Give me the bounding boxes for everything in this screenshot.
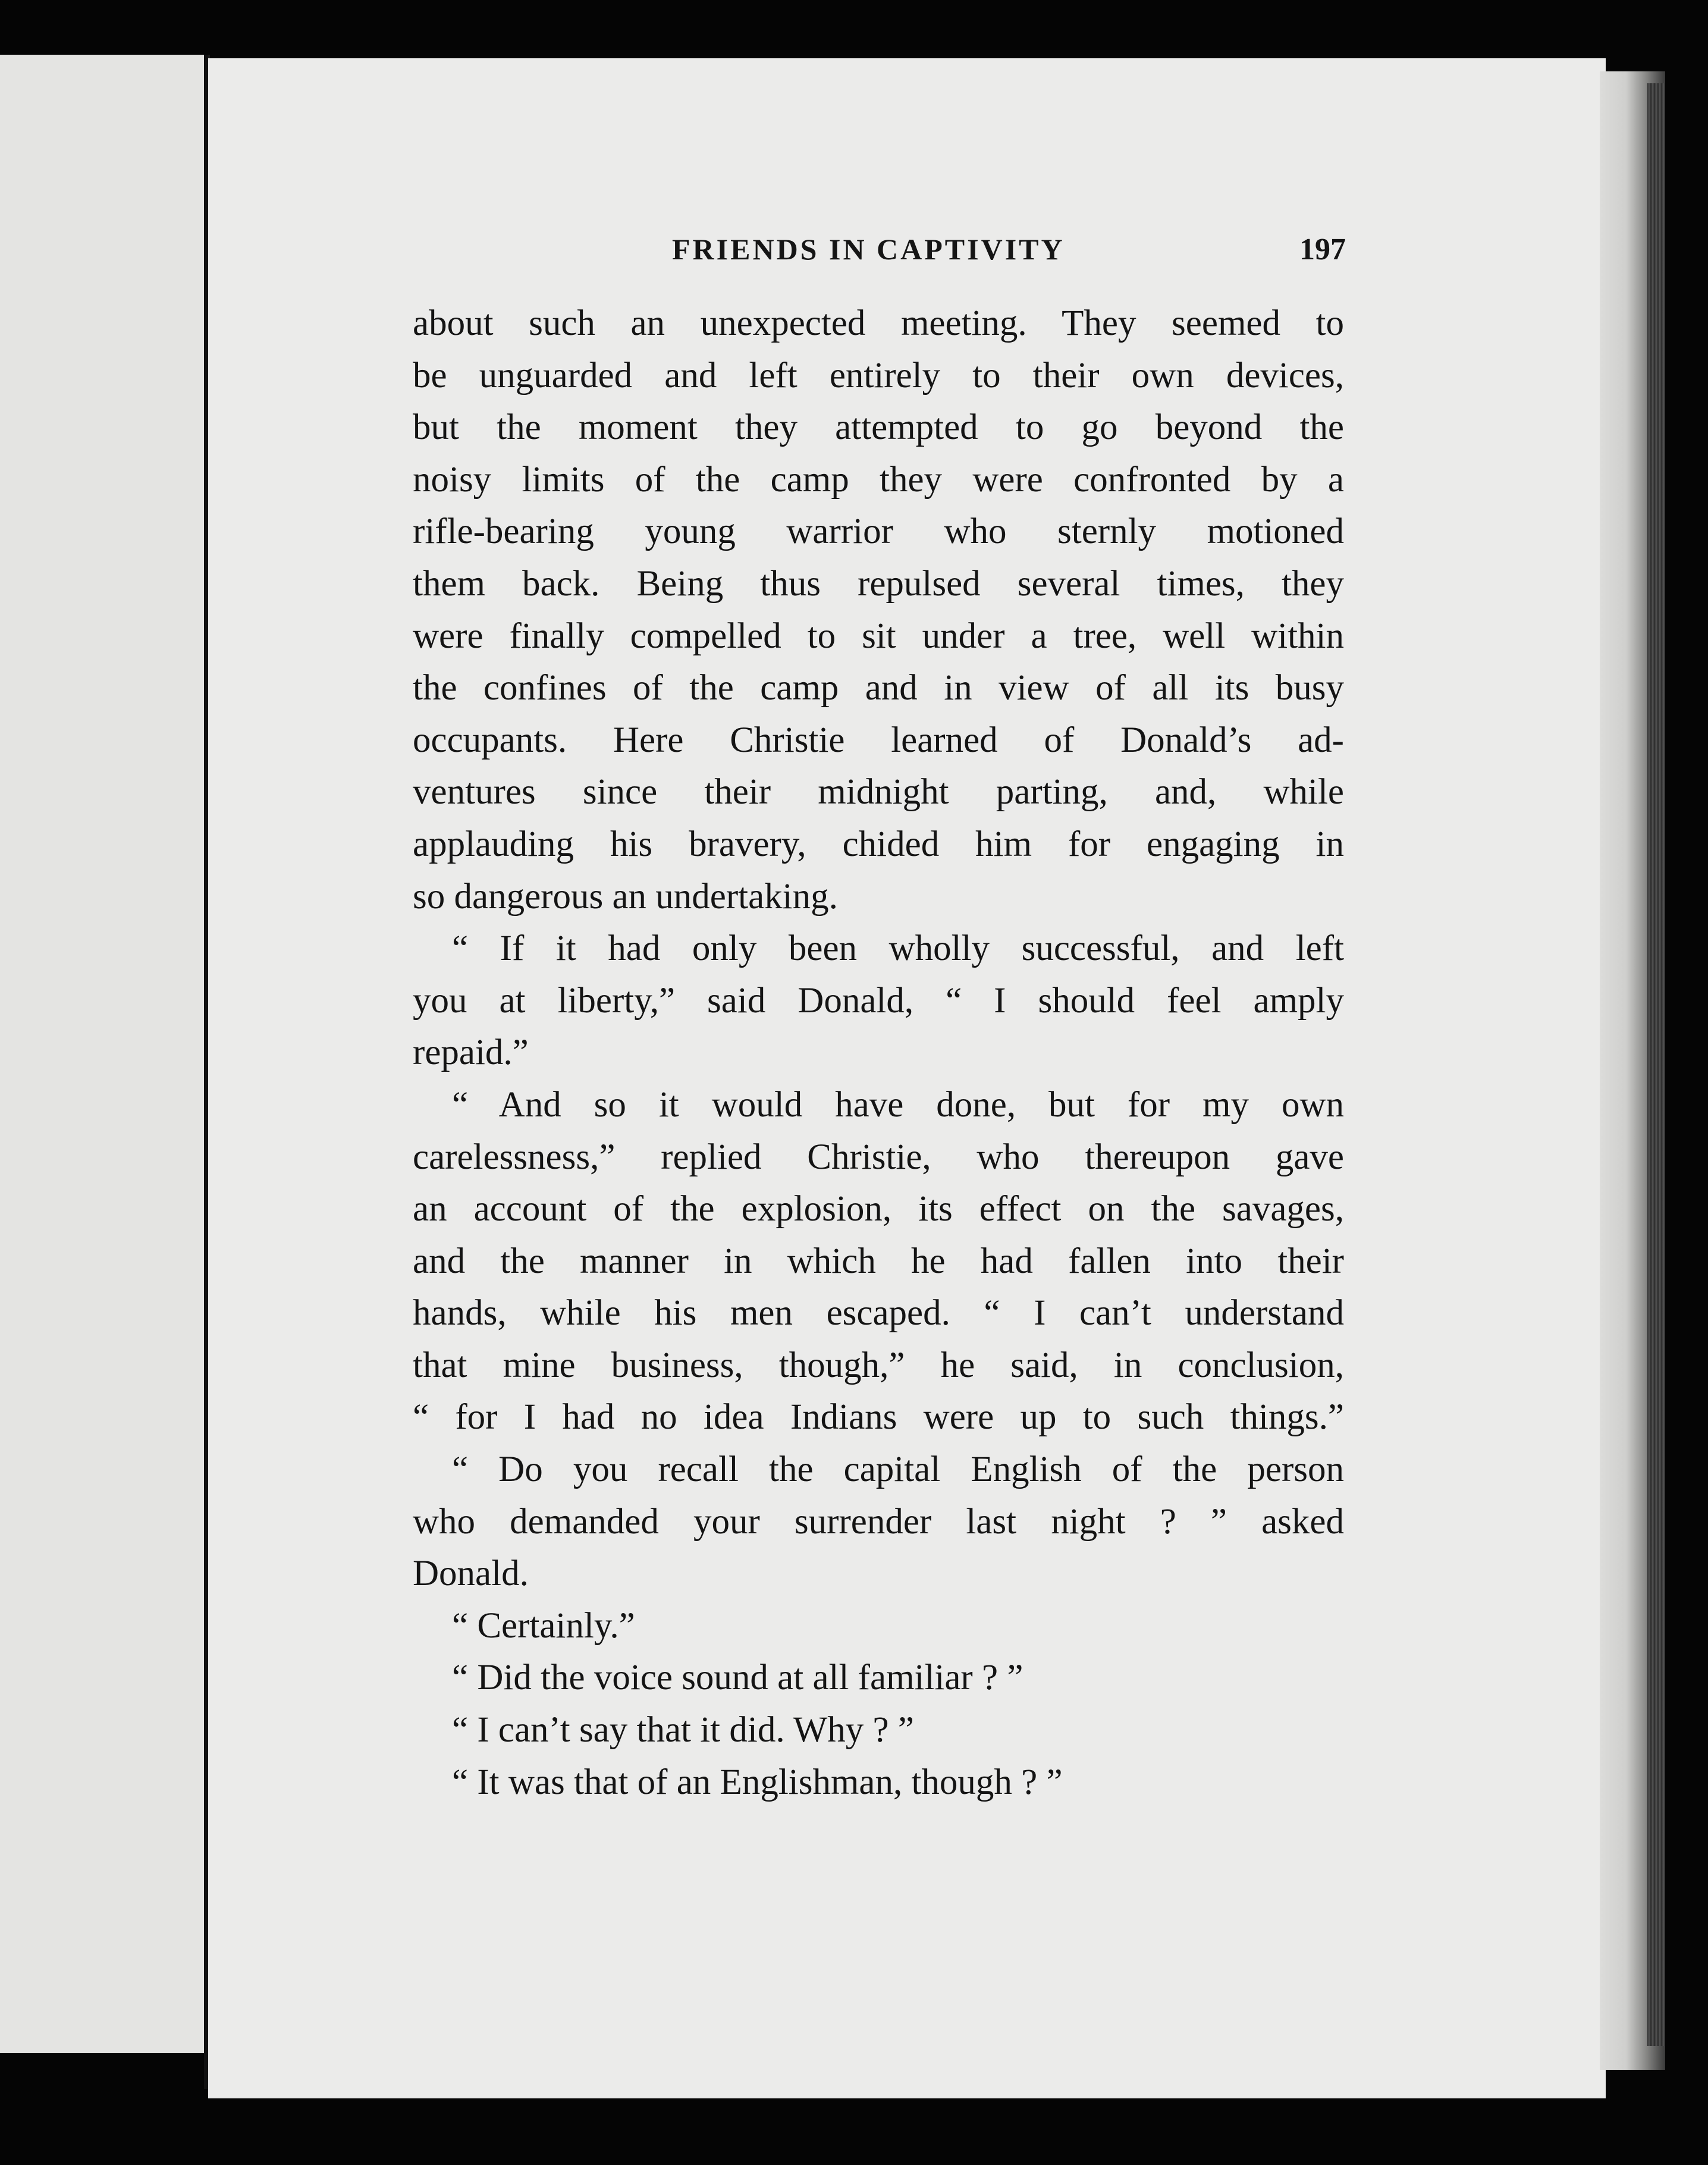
body-text xyxy=(413,297,1344,1808)
text-line: them back. Being thus repulsed several times, they xyxy=(413,563,1344,604)
text-line: ventures since their midnight parting, and, while xyxy=(413,772,1344,812)
text-line: occupants. Here Christie learned of Donald’s ad- xyxy=(413,720,1344,760)
text-line: rifle-bearing young warrior who sternly motioned xyxy=(413,512,1344,552)
text-line: you at liberty,” said Donald, “ I should feel amply xyxy=(413,980,1344,1021)
text-line: “ Did the voice sound at all familiar ? ” xyxy=(452,1658,1023,1698)
text-line: “ I can’t say that it did. Why ? ” xyxy=(452,1710,914,1750)
text-line: an account of the explosion, its effect on the savages, xyxy=(413,1189,1344,1229)
text-line: repaid.” xyxy=(413,1033,529,1073)
text-line: noisy limits of the camp they were confronted by a xyxy=(413,459,1344,500)
text-line: “ Do you recall the capital English of the person xyxy=(452,1449,1344,1490)
facing-page-edge xyxy=(0,55,210,2053)
gutter xyxy=(204,55,208,2089)
text-line: and the manner in which he had fallen into their xyxy=(413,1241,1344,1281)
text-line: so dangerous an undertaking. xyxy=(413,876,838,917)
text-line: hands, while his men escaped. “ I can’t understand xyxy=(413,1293,1344,1333)
text-line: carelessness,” replied Christie, who thereupon gave xyxy=(413,1137,1344,1177)
text-line: “ And so it would have done, but for my own xyxy=(452,1084,1344,1125)
text-line: “ Certainly.” xyxy=(452,1605,635,1646)
text-line: were finally compelled to sit under a tree, well within xyxy=(413,616,1344,656)
text-line: “ If it had only been wholly successful, and left xyxy=(452,928,1344,969)
text-line: who demanded your surrender last night ? ” asked xyxy=(413,1501,1344,1542)
page-number: 197 xyxy=(1299,233,1346,266)
text-line: applauding his bravery, chided him for engaging in xyxy=(413,824,1344,864)
text-line: the confines of the camp and in view of all its busy xyxy=(413,668,1344,708)
text-line: but the moment they attempted to go beyond the xyxy=(413,407,1344,448)
running-head-title: FRIENDS IN CAPTIVITY xyxy=(672,233,1065,266)
page-stack-edge xyxy=(1647,83,1665,2046)
text-line: Donald. xyxy=(413,1554,529,1594)
text-line: about such an unexpected meeting. They seemed to xyxy=(413,303,1344,343)
text-line: “ for I had no idea Indians were up to such things.” xyxy=(413,1397,1344,1438)
text-line: “ It was that of an Englishman, though ? ” xyxy=(452,1762,1063,1802)
text-line: be unguarded and left entirely to their own devices, xyxy=(413,355,1344,396)
text-line: that mine business, though,” he said, in conclusion, xyxy=(413,1345,1344,1385)
